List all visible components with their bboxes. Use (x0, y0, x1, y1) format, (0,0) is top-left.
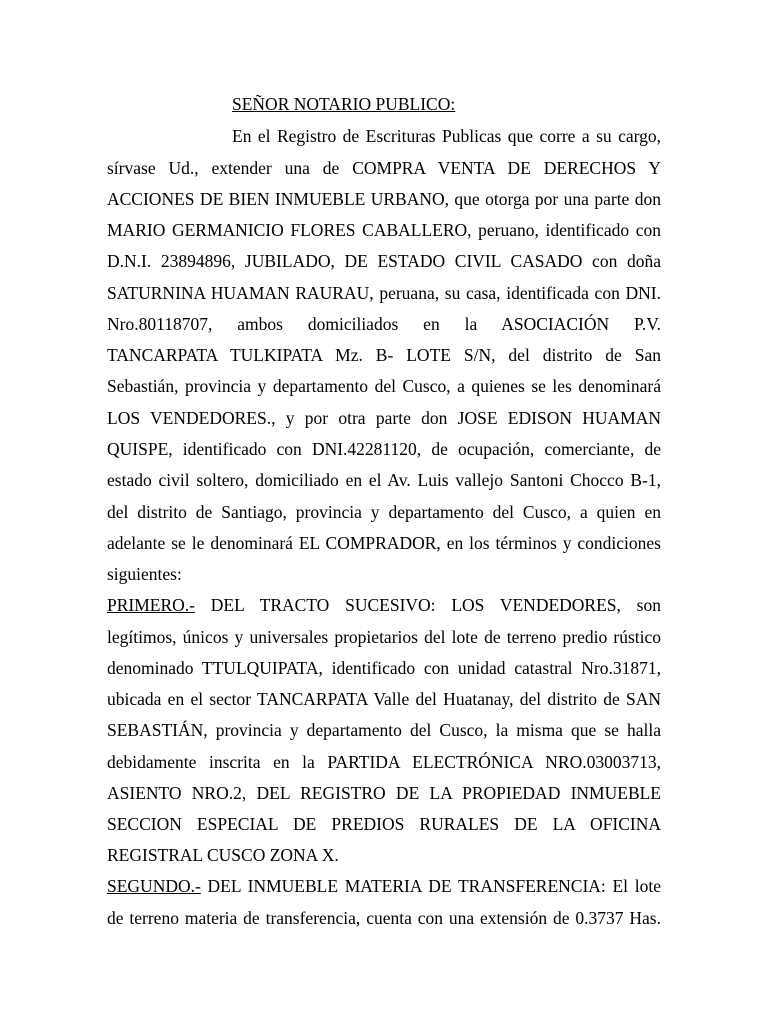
paragraph-line: QUISPE, identificado con DNI.42281120, de ocupación, comerciante, de (107, 439, 661, 459)
paragraph-line: ubicada en el sector TANCARPATA Valle del Huatanay, del distrito de SAN (107, 689, 661, 709)
clause-primero-first-line (107, 593, 661, 617)
paragraph-line: estado civil soltero, domiciliado en el Av. Luis vallejo Santoni Chocco B-1, (107, 470, 661, 490)
paragraph-line: MARIO GERMANICIO FLORES CABALLERO, peruano, identificado con (107, 220, 661, 240)
paragraph-line: de terreno materia de transferencia, cuenta con una extensión de 0.3737 Has. (107, 908, 661, 928)
paragraph-line: ACCIONES DE BIEN INMUEBLE URBANO, que otorga por una parte don (107, 189, 661, 209)
paragraph-line: adelante se le denominará EL COMPRADOR, en los términos y condiciones (107, 533, 661, 553)
paragraph-line: Nro.80118707, ambos domiciliados en la ASOCIACIÓN P.V. (107, 314, 661, 334)
clause-primero-title: DEL TRACTO SUCESIVO: LOS VENDEDORES, son (195, 595, 661, 615)
paragraph-line: del distrito de Santiago, provincia y departamento del Cusco, a quien en (107, 502, 661, 522)
paragraph-line: SATURNINA HUAMAN RAURAU, peruana, su casa, identificada con DNI. (107, 283, 661, 303)
paragraph-line: LOS VENDEDORES., y por otra parte don JOSE EDISON HUAMAN (107, 408, 661, 428)
paragraph-line: SECCION ESPECIAL DE PREDIOS RURALES DE LA OFICINA (107, 814, 661, 834)
paragraph-line: D.N.I. 23894896, JUBILADO, DE ESTADO CIVIL CASADO con doña (107, 251, 661, 271)
clause-segundo-first-line (107, 874, 661, 898)
paragraph-line: ASIENTO NRO.2, DEL REGISTRO DE LA PROPIEDAD INMUEBLE (107, 783, 661, 803)
paragraph-line: siguientes: (107, 564, 182, 584)
clause-segundo-title: DEL INMUEBLE MATERIA DE TRANSFERENCIA: El lote (200, 876, 661, 896)
clause-segundo-label: SEGUNDO.- (107, 876, 201, 896)
paragraph-line: legítimos, únicos y universales propietarios del lote de terreno predio rústico (107, 627, 661, 647)
paragraph-line: denominado TTULQUIPATA, identificado con unidad catastral Nro.31871, (107, 658, 661, 678)
paragraph-line: sírvase Ud., extender una de COMPRA VENTA DE DERECHOS Y (107, 158, 661, 178)
paragraph-line: SEBASTIÁN, provincia y departamento del Cusco, la misma que se halla (107, 720, 661, 740)
paragraph-line: debidamente inscrita en la PARTIDA ELECTRÓNICA NRO.03003713, (107, 752, 661, 772)
clause-primero-label: PRIMERO.- (107, 595, 195, 615)
paragraph-line: Sebastián, provincia y departamento del Cusco, a quienes se les denominará (107, 376, 661, 396)
paragraph-line: En el Registro de Escrituras Publicas que corre a su cargo, (232, 126, 661, 146)
document-heading: SEÑOR NOTARIO PUBLICO: (232, 94, 456, 114)
paragraph-line: TANCARPATA TULKIPATA Mz. B- LOTE S/N, del distrito de San (107, 345, 661, 365)
paragraph-line: REGISTRAL CUSCO ZONA X. (107, 845, 339, 865)
